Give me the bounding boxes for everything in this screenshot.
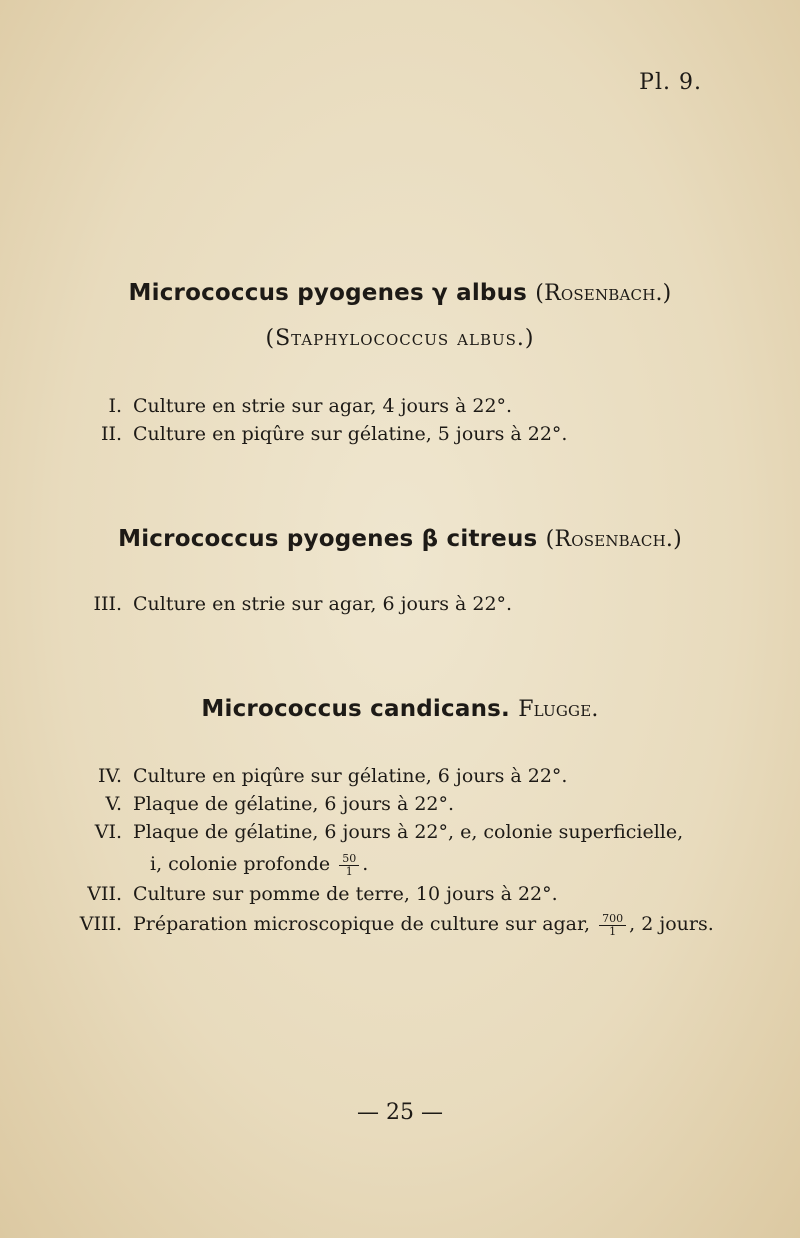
entry-number: II. xyxy=(100,423,122,445)
entry-number: VIII. xyxy=(79,913,122,935)
entry-text: Culture en piqûre sur gélatine, 5 jours à 22°. xyxy=(133,423,568,445)
entry-V xyxy=(0,790,800,818)
section-title-albus xyxy=(0,280,800,306)
entry-text-before: i, colonie profonde xyxy=(150,853,331,875)
entry-IV xyxy=(0,762,800,790)
entry-text xyxy=(150,850,368,878)
entry-text: Culture en piqûre sur gélatine, 6 jours à 22°. xyxy=(133,765,568,787)
entry-text: Plaque de gélatine, 6 jours à 22°. xyxy=(133,793,455,815)
entry-number: VII. xyxy=(87,883,122,905)
magnification-fraction xyxy=(599,913,626,938)
entry-text: Culture en strie sur agar, 4 jours à 22°. xyxy=(133,395,513,417)
species-name: Micrococcus pyogenes γ albus xyxy=(128,280,528,306)
entry-VIII xyxy=(0,910,800,938)
entry-number: IV. xyxy=(98,765,122,787)
entry-text: Plaque de gélatine, 6 jours à 22°, e, colonie superficielle, xyxy=(133,821,684,843)
species-name: Micrococcus pyogenes β citreus xyxy=(118,526,538,552)
entry-text: Culture sur pomme de terre, 10 jours à 22°. xyxy=(133,883,558,905)
species-name: Micrococcus candicans. xyxy=(201,696,510,722)
section-subtitle-albus: (Staphylococcus albus.) xyxy=(265,326,535,351)
fraction-denominator: 1 xyxy=(609,924,617,938)
fraction-numerator: 50 xyxy=(339,853,359,866)
entry-III xyxy=(0,590,800,618)
section-title-candicans xyxy=(0,696,800,722)
entry-number: I. xyxy=(108,395,122,417)
entry-text-before: Préparation microscopique de culture sur agar, xyxy=(133,913,591,935)
species-author: Flugge. xyxy=(518,697,599,722)
fraction-numerator: 700 xyxy=(599,913,626,926)
entry-VII xyxy=(0,880,800,908)
entry-number: VI. xyxy=(94,821,122,843)
entry-text-after: , 2 jours. xyxy=(629,913,714,935)
entry-VI xyxy=(0,818,800,846)
species-author: (Rosenbach.) xyxy=(535,281,672,306)
page-number: — 25 — xyxy=(357,1100,443,1125)
fraction-denominator: 1 xyxy=(345,864,353,878)
entry-text xyxy=(133,910,714,938)
section-title-citreus xyxy=(0,526,800,552)
species-author: (Rosenbach.) xyxy=(545,527,682,552)
entry-text-after: . xyxy=(362,853,369,875)
plate-label: Pl. 9. xyxy=(639,70,702,95)
entry-number: III. xyxy=(93,593,122,615)
entry-II xyxy=(0,420,800,448)
entry-VI-continued xyxy=(0,850,800,878)
entry-text: Culture en strie sur agar, 6 jours à 22°. xyxy=(133,593,513,615)
entry-I xyxy=(0,392,800,420)
magnification-fraction xyxy=(339,853,359,878)
entry-number: V. xyxy=(105,793,122,815)
